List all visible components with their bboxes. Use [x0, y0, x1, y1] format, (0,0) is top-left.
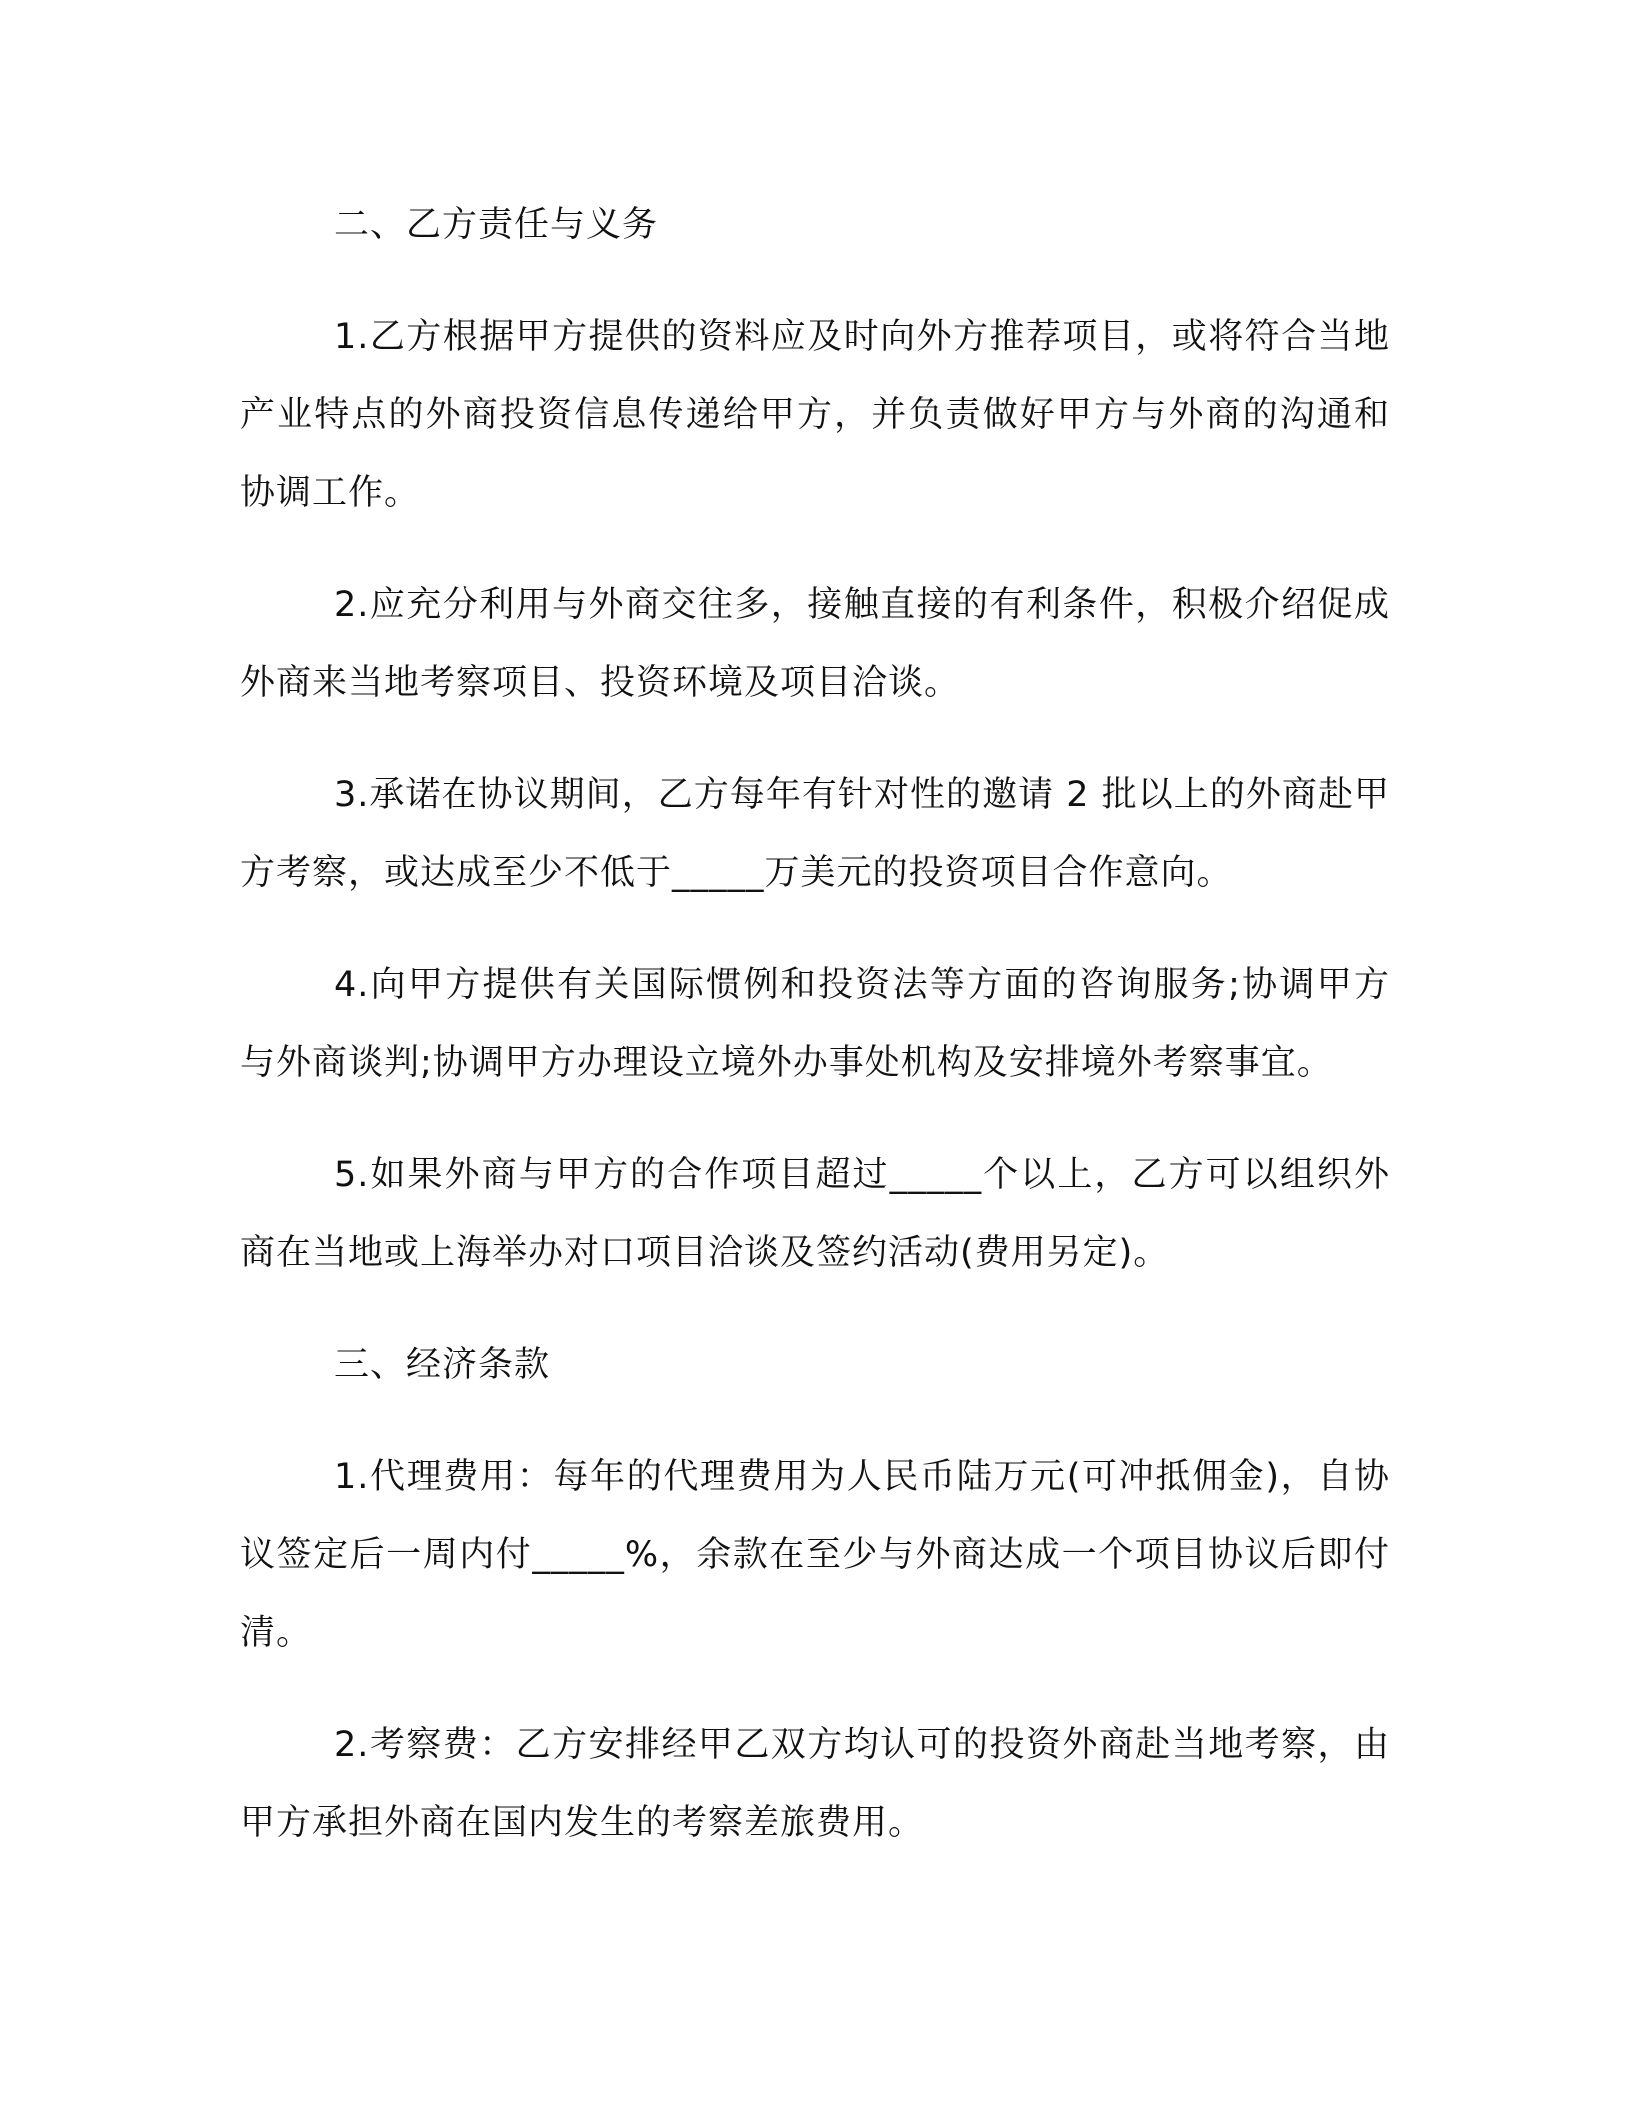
clause-2-2: 2.应充分利用与外商交往多，接触直接的有利条件，积极介绍促成外商来当地考察项目、投资环境及项目洽谈。	[240, 585, 1390, 703]
clause-2-1: 1.乙方根据甲方提供的资料应及时向外方推荐项目，或将符合当地产业特点的外商投资信息传递给甲方，并负责做好甲方与外商的沟通和协调工作。	[240, 317, 1390, 513]
section-heading-2: 二、乙方责任与义务	[334, 205, 659, 245]
section-heading-3: 三、经济条款	[334, 1345, 551, 1385]
clause-2-5: 5.如果外商与甲方的合作项目超过_____个以上，乙方可以组织外商在当地或上海举办对口项目洽谈及签约活动(费用另定)。	[240, 1155, 1390, 1273]
clause-2-3: 3.承诺在协议期间，乙方每年有针对性的邀请 2 批以上的外商赴甲方考察，或达成至少不低于_____万美元的投资项目合作意向。	[240, 775, 1390, 893]
clause-3-2: 2.考察费：乙方安排经甲乙双方均认可的投资外商赴当地考察，由甲方承担外商在国内发生的考察差旅费用。	[240, 1725, 1390, 1843]
document-page	[240, 186, 1390, 1862]
clause-2-4: 4.向甲方提供有关国际惯例和投资法等方面的咨询服务;协调甲方与外商谈判;协调甲方办理设立境外办事处机构及安排境外考察事宜。	[240, 965, 1390, 1083]
clause-3-1: 1.代理费用：每年的代理费用为人民币陆万元(可冲抵佣金)，自协议签定后一周内付_____%，余款在至少与外商达成一个项目协议后即付清。	[240, 1457, 1390, 1653]
